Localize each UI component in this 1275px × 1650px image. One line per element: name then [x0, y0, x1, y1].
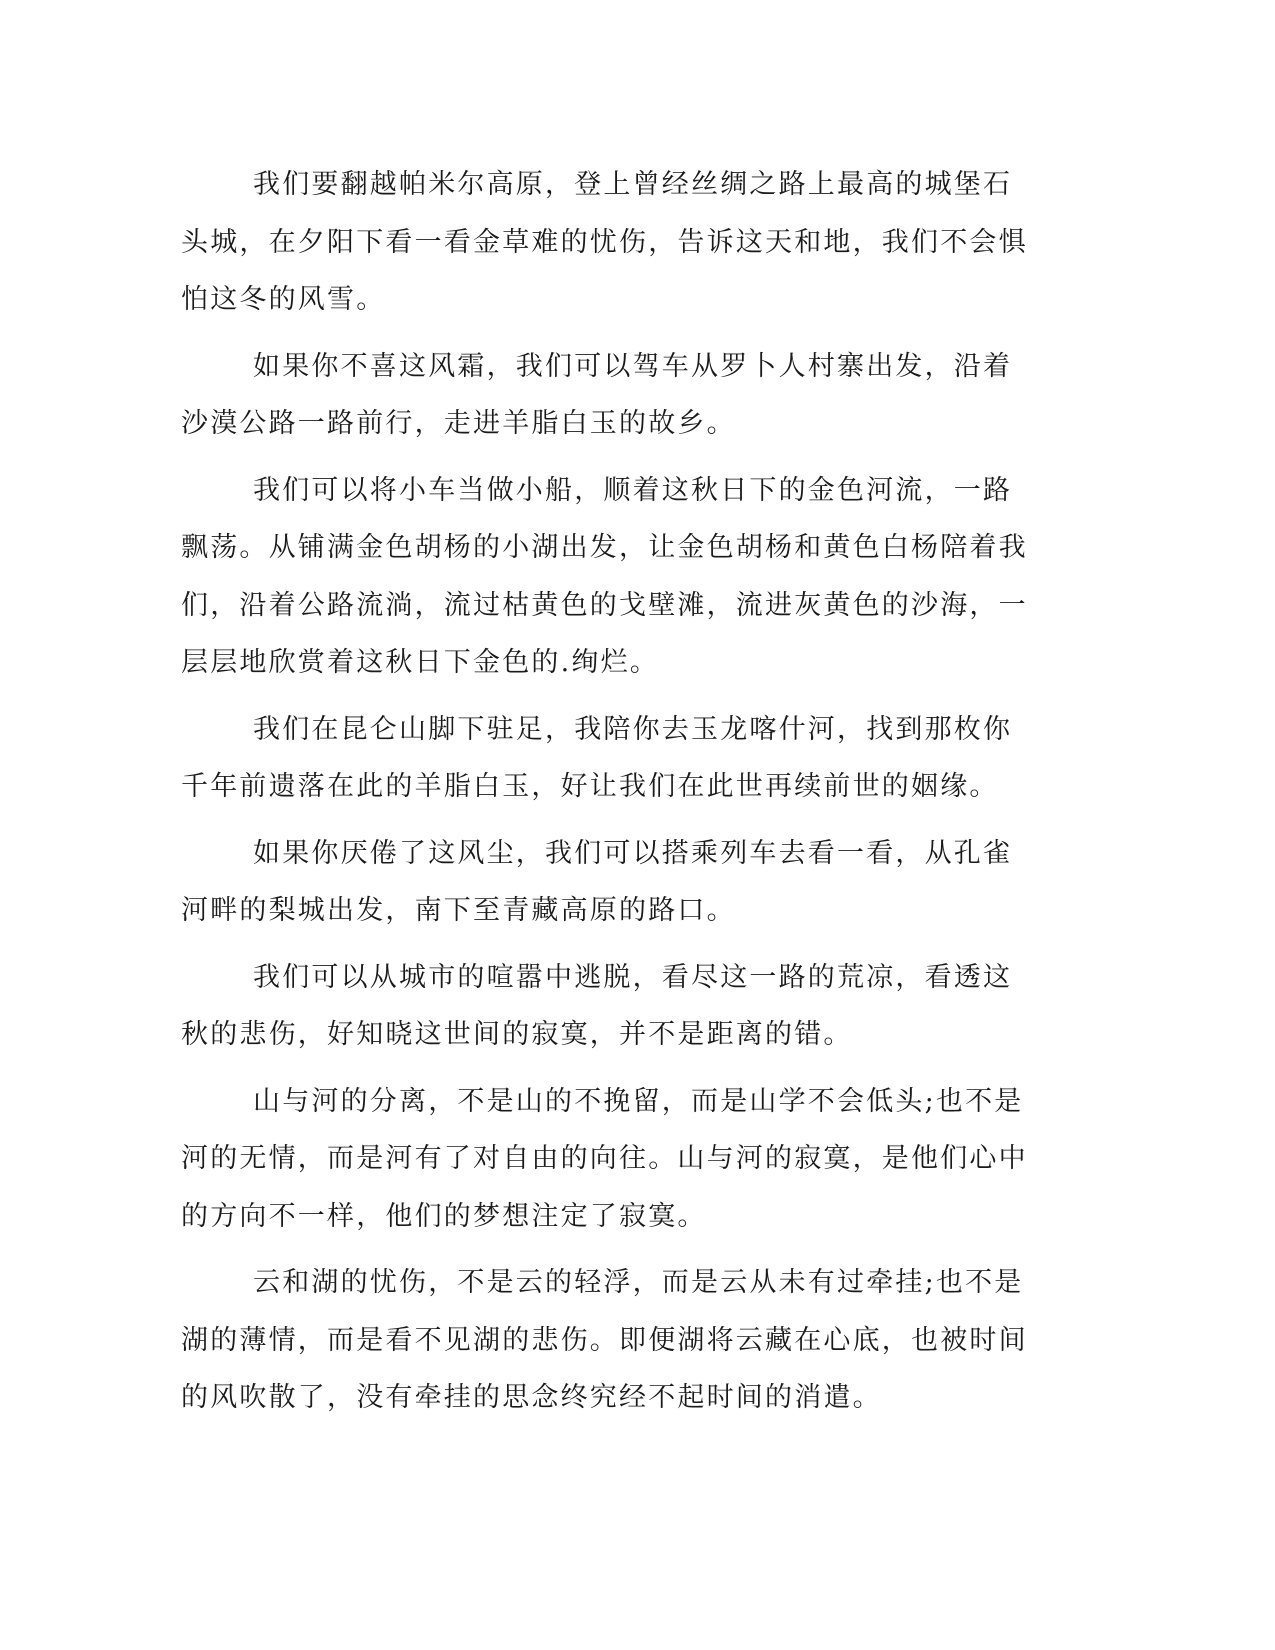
body-text — [181, 156, 1037, 1436]
paragraph: 我们可以从城市的喧嚣中逃脱，看尽这一路的荒凉，看透这秋的悲伤，好知晓这世间的寂寞，并不是距离的错。 — [181, 961, 1013, 1050]
paragraph: 我们可以将小车当做小船，顺着这秋日下的金色河流，一路飘荡。从铺满金色胡杨的小湖出发，让金色胡杨和黄色白杨陪着我们，沿着公路流淌，流过枯黄色的戈壁滩，流进灰黄色的沙海，一层层地欣赏着这秋日下金色的.绚烂。 — [181, 474, 1028, 678]
paragraph: 我们在昆仑山脚下驻足，我陪你去玉龙喀什河，找到那枚你千年前遗落在此的羊脂白玉，好让我们在此世再续前世的姻缘。 — [181, 713, 1013, 802]
paragraph: 我们要翻越帕米尔高原，登上曾经丝绸之路上最高的城堡石头城，在夕阳下看一看金草难的忧伤，告诉这天和地，我们不会惧怕这冬的风雪。 — [181, 169, 1028, 315]
paragraph: 山与河的分离，不是山的不挽留，而是山学不会低头;也不是河的无情，而是河有了对自由的向往。山与河的寂寞，是他们心中的方向不一样，他们的梦想注定了寂寞。 — [181, 1085, 1028, 1232]
paragraph: 云和湖的忧伤，不是云的轻浮，而是云从未有过牵挂;也不是湖的薄情，而是看不见湖的悲伤。即便湖将云藏在心底，也被时间的风吹散了，没有牵挂的思念终究经不起时间的消遣。 — [181, 1267, 1028, 1413]
paragraph: 如果你厌倦了这风尘，我们可以搭乘列车去看一看，从孔雀河畔的梨城出发，南下至青藏高原的路口。 — [181, 837, 1013, 926]
paragraph: 如果你不喜这风霜，我们可以驾车从罗卜人村寨出发，沿着沙漠公路一路前行，走进羊脂白玉的故乡。 — [181, 350, 1013, 439]
